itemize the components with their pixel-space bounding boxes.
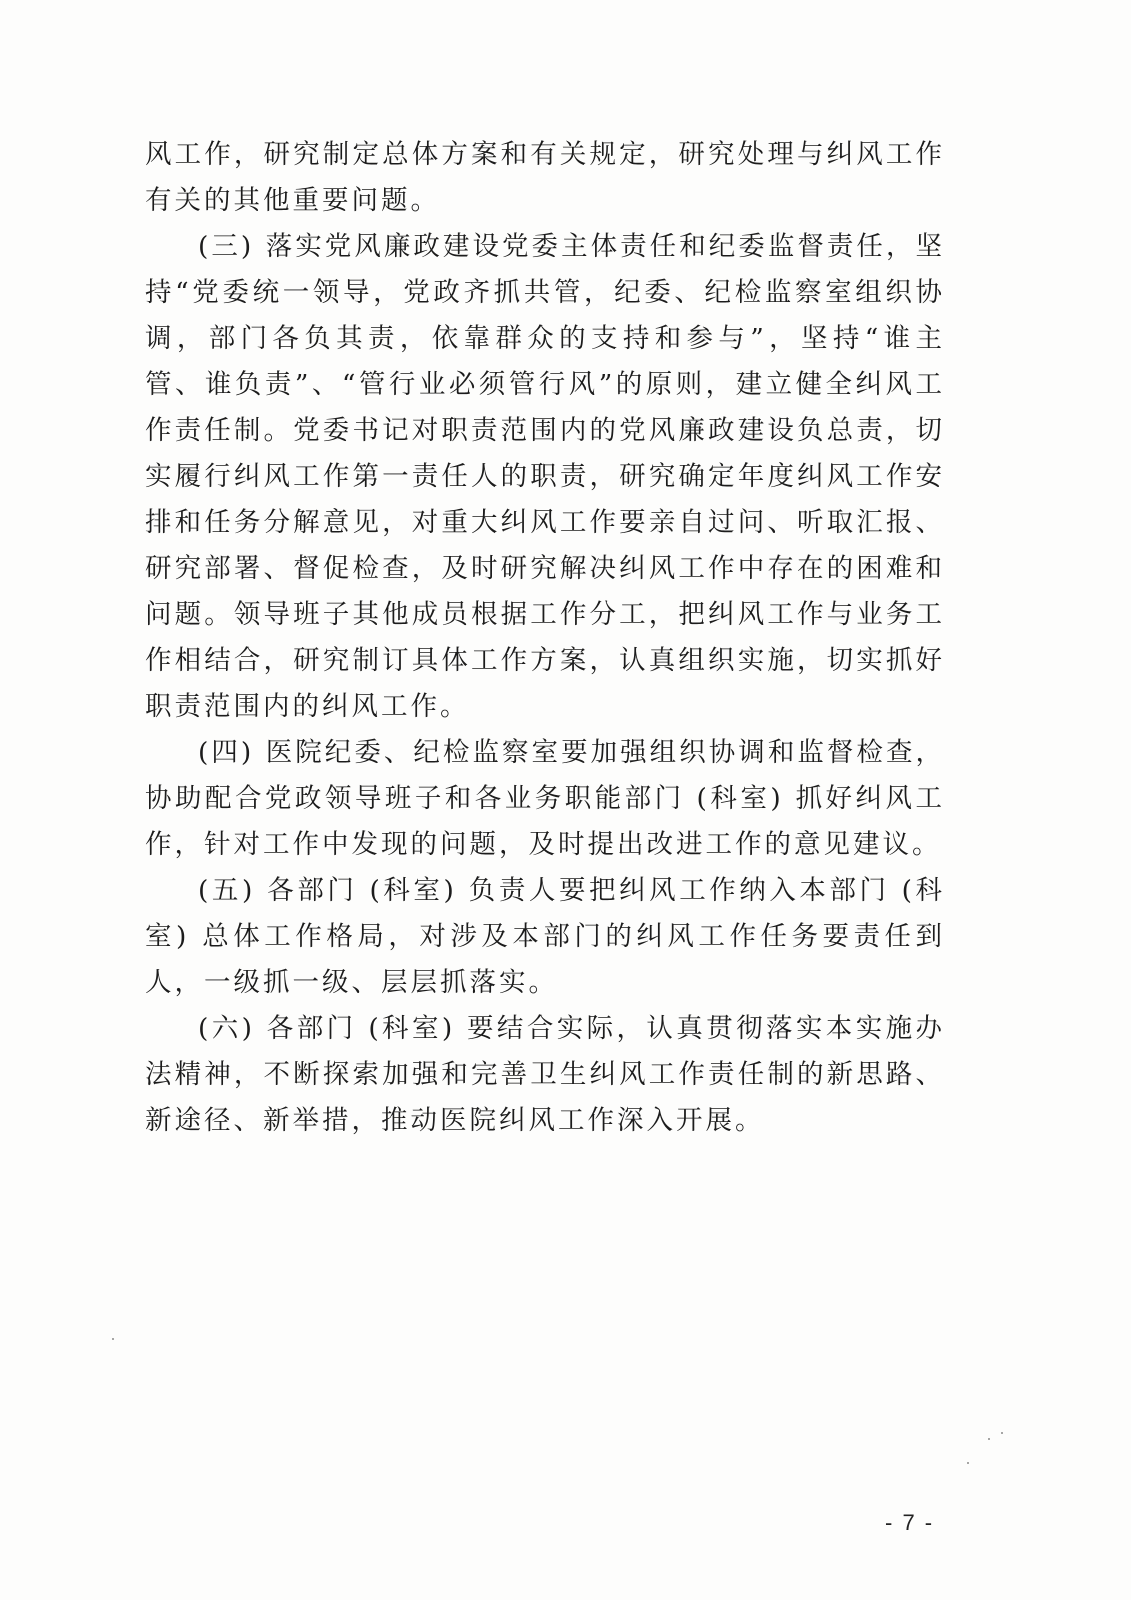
paragraph-item-5: (五) 各部门 (科室) 负责人要把纠风工作纳入本部门 (科室) 总体工作格局，对涉及本部门的纠风工作任务要责任到人，一级抓一级、层层抓落实。 bbox=[145, 875, 945, 998]
body-text bbox=[145, 132, 945, 1144]
scan-speck bbox=[967, 1462, 969, 1464]
scan-speck bbox=[988, 1438, 990, 1440]
scan-speck bbox=[1001, 1432, 1003, 1434]
paragraph-item-6: (六) 各部门 (科室) 要结合实际，认真贯彻落实本实施办法精神，不断探索加强和完善卫生纠风工作责任制的新思路、新途径、新举措，推动医院纠风工作深入开展。 bbox=[145, 1013, 945, 1136]
paragraph-item-4: (四) 医院纪委、纪检监察室要加强组织协调和监督检查，协助配合党政领导班子和各业务职能部门 (科室) 抓好纠风工作，针对工作中发现的问题，及时提出改进工作的意见建议。 bbox=[145, 737, 945, 860]
page-number: - 7 - bbox=[885, 1510, 935, 1535]
paragraph-item-3: (三) 落实党风廉政建设党委主体责任和纪委监督责任，坚持“党委统一领导，党政齐抓共管，纪委、纪检监察室组织协调，部门各负其责，依靠群众的支持和参与”，坚持“谁主管、谁负责”、“管行业必须管行风”的原则，建立健全纠风工作责任制。党委书记对职责范围内的党风廉政建设负总责，切实履行纠风工作第一责任人的职责，研究确定年度纠风工作安排和任务分解意见，对重大纠风工作要亲自过问、听取汇报、研究部署、督促检查，及时研究解决纠风工作中存在的困难和问题。领导班子其他成员根据工作分工，把纠风工作与业务工作相结合，研究制订具体工作方案，认真组织实施，切实抓好职责范围内的纠风工作。 bbox=[145, 231, 945, 722]
scan-speck bbox=[112, 1338, 114, 1340]
paragraph-continuation: 风工作，研究制定总体方案和有关规定，研究处理与纠风工作有关的其他重要问题。 bbox=[145, 139, 945, 216]
